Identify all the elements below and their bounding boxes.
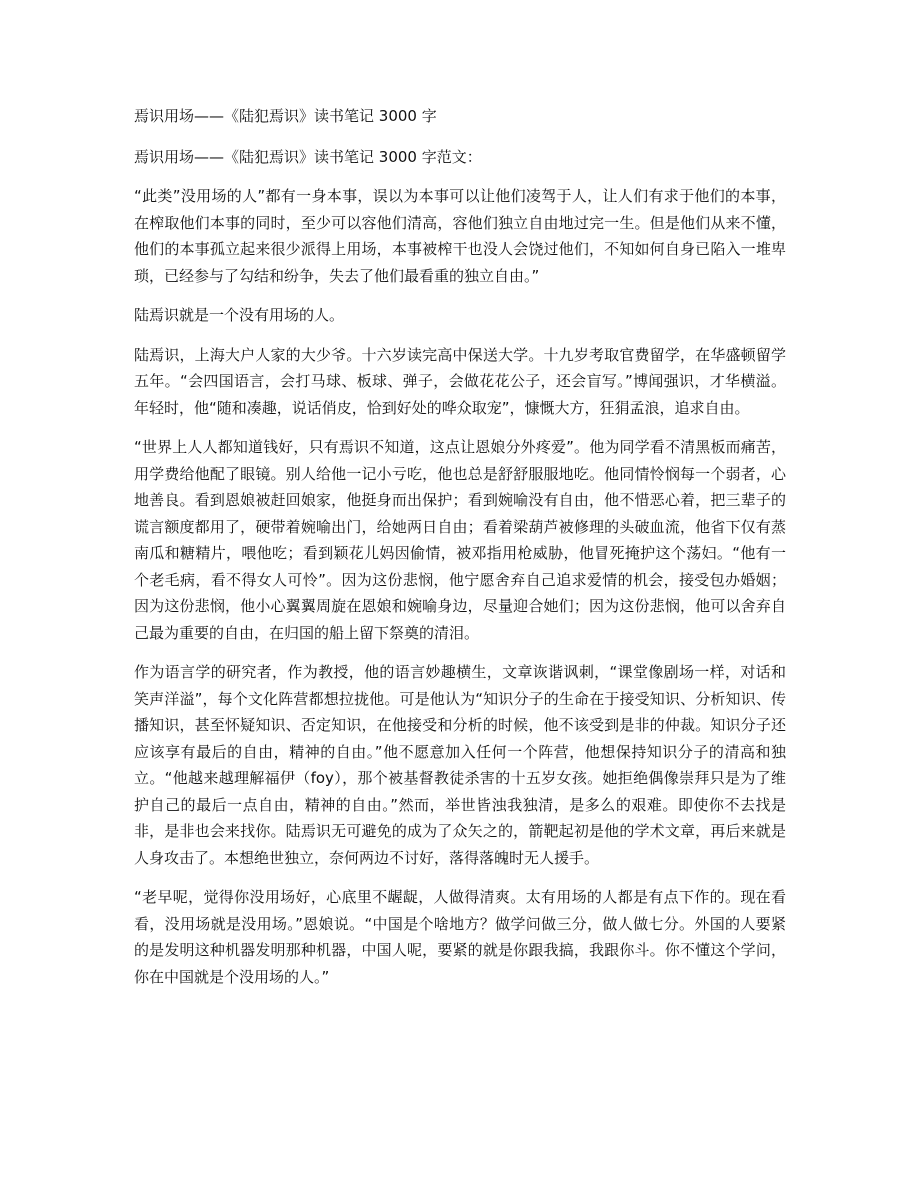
- paragraph-quote: “此类”没用场的人”都有一身本事，误以为本事可以让他们凌驾于人，让人们有求于他们的本事，在榨取他们本事的同时，至少可以容他们清高，容他们独立自由地过完一生。但是他们从来不懂，他们的本事孤立起来很少派得上用场，本事被榨干也没人会饶过他们，不知如何自身已陷入一堆卑琐，已经参与了勾结和纷争，失去了他们最看重的独立自由。”: [134, 187, 786, 285]
- document-title: 焉识用场——《陆犯焉识》读书笔记 3000 字: [134, 107, 437, 125]
- paragraph-intro: 陆焉识就是一个没有用场的人。: [134, 306, 345, 324]
- paragraph-background: 陆焉识，上海大户人家的大少爷。十六岁读完高中保送大学。十九岁考取官费留学，在华盛顿留学五年。“会四国语言，会打马球、板球、弹子，会做花花公子，还会盲写。”博闻强识，才华横溢。年轻时，他“随和凑趣，说话俏皮，恰到好处的哗众取宠”，慷慨大方，狂狷孟浪，追求自由。: [134, 345, 786, 417]
- paragraph-enniang: “老早呢，觉得你没用场好，心底里不龌龊，人做得清爽。太有用场的人都是有点下作的。现在看看，没用场就是没用场。”恩娘说。“中国是个啥地方？做学问做三分，做人做七分。外国的人要紧的是发明这种机器发明那种机器，中国人呢，要紧的就是你跟我搞，我跟你斗。你不懂这个学问，你在中国就是个没用场的人。”: [134, 888, 786, 986]
- paragraph-compassion: “世界上人人都知道钱好，只有焉识不知道，这点让恩娘分外疼爱”。他为同学看不清黑板而痛苦，用学费给他配了眼镜。别人给他一记小亏吃，他也总是舒舒服服地吃。他同情怜悯每一个弱者，心地善良。看到恩娘被赶回娘家，他挺身而出保护；看到婉喻没有自由，他不惜恶心着，把三辈子的谎言额度都用了，硬带着婉喻出门，给她两日自由；看着梁葫芦被修理的头破血流，他省下仅有蒸南瓜和糖精片，喂他吃；看到颖花儿妈因偷情，被邓指用枪威胁，他冒死掩护这个荡妇。“他有一个老毛病，看不得女人可怜”。因为这份悲悯，他宁愿舍弃自己追求爱情的机会，接受包办婚姻；因为这份悲悯，他小心翼翼周旋在恩娘和婉喻身边，尽量迎合她们；因为这份悲悯，他可以舍弃自己最为重要的自由，在归国的船上留下祭奠的清泪。: [134, 438, 786, 642]
- document-page: [134, 104, 786, 1003]
- document-subtitle: 焉识用场——《陆犯焉识》读书笔记 3000 字范文：: [134, 148, 482, 166]
- paragraph-scholar: 作为语言学的研究者，作为教授，他的语言妙趣横生，文章诙谐讽刺，“课堂像剧场一样，对话和笑声洋溢”，每个文化阵营都想拉拢他。可是他认为“知识分子的生命在于接受知识、分析知识、传播知识，甚至怀疑知识、否定知识，在他接受和分析的时候，他不该受到是非的仲裁。知识分子还应该享有最后的自由，精神的自由。”他不愿意加入任何一个阵营，他想保持知识分子的清高和独立。“他越来越理解福伊（foy），那个被基督教徒杀害的十五岁女孩。她拒绝偶像崇拜只是为了维护自己的最后一点自由，精神的自由。”然而，举世皆浊我独清，是多么的艰难。即使你不去找是非，是非也会来找你。陆焉识无可避免的成为了众矢之的，箭靶起初是他的学术文章，再后来就是人身攻击了。本想绝世独立，奈何两边不讨好，落得落魄时无人援手。: [134, 663, 786, 867]
